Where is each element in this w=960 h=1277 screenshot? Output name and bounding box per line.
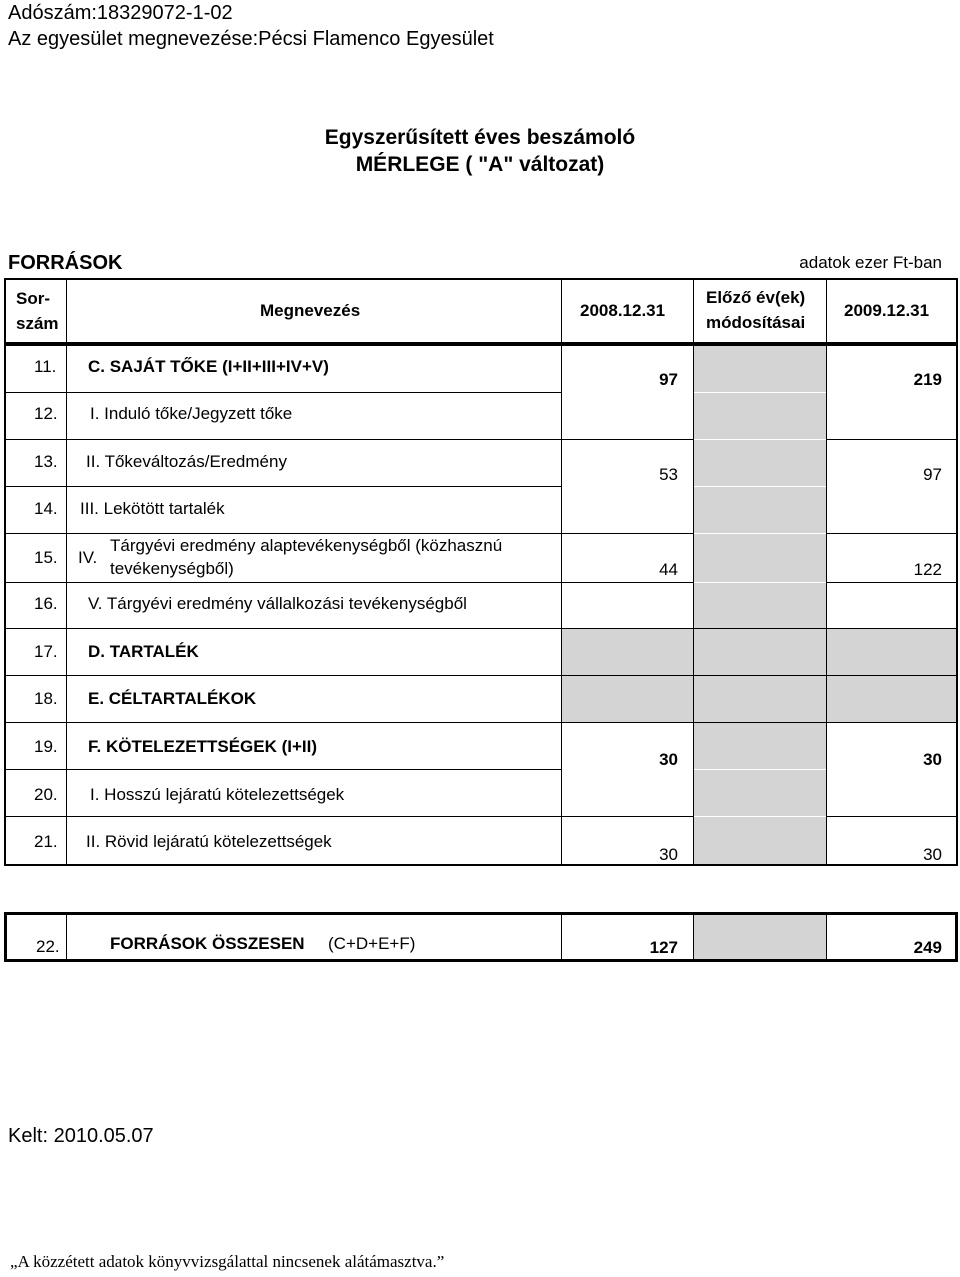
divider: [66, 912, 67, 962]
row-label: III. Lekötött tartalék: [80, 499, 225, 518]
row-value-curr: 30: [923, 750, 942, 769]
col-prev-year: 2008.12.31: [580, 301, 666, 320]
row-roman: IV.: [78, 548, 98, 567]
row-value-prev: 44: [659, 560, 678, 579]
row-line: [4, 533, 561, 534]
row-line: [4, 675, 958, 676]
row-value-prev: 53: [659, 465, 678, 484]
unit-note: adatok ezer Ft-ban: [799, 253, 942, 272]
association-name: Az egyesület megnevezése:Pécsi Flamenco Egyesület: [8, 28, 494, 50]
divider: [693, 344, 694, 866]
row-label: F. KÖTELEZETTSÉGEK (I+II): [88, 737, 318, 756]
row-number: 17.: [34, 642, 58, 661]
empty-value-cell: [562, 629, 693, 675]
total-label-suffix: (C+D+E+F): [328, 934, 416, 953]
row-value-curr: 30: [923, 845, 942, 864]
row-value-prev: 97: [659, 370, 678, 389]
col-sorszam-line2: szám: [16, 314, 59, 333]
mod-cell: [694, 346, 826, 392]
audit-note: „A közzétett adatok könyvvizsgálattal nincsenek alátámasztva.”: [10, 1252, 445, 1271]
empty-value-cell: [562, 676, 693, 722]
date-signed: Kelt: 2010.05.07: [8, 1125, 154, 1147]
row-number: 20.: [34, 785, 58, 804]
row-line: [562, 392, 958, 393]
col-mod-line1: Előző év(ek): [706, 288, 806, 307]
mod-cell: [694, 770, 826, 816]
row-line: [4, 722, 958, 723]
column-header-box: [4, 278, 958, 344]
row-line: [4, 392, 561, 393]
row-line: [562, 439, 693, 440]
row-line: [4, 628, 958, 629]
divider: [826, 344, 827, 866]
row-number: 12.: [34, 404, 58, 423]
row-label: V. Tárgyévi eredmény vállalkozási tevékenységből: [88, 594, 467, 613]
row-line: [4, 439, 561, 440]
mod-cell: [694, 583, 826, 628]
mod-cell: [694, 676, 826, 722]
row-value-prev: 30: [659, 845, 678, 864]
row-value-curr: 219: [913, 370, 942, 389]
row-label: II. Tőkeváltozás/Eredmény: [86, 452, 287, 471]
divider: [693, 278, 694, 344]
row-label: I. Induló tőke/Jegyzett tőke: [90, 404, 293, 423]
row-line: [562, 816, 693, 817]
col-name: Megnevezés: [260, 301, 361, 320]
empty-value-cell: [827, 676, 956, 722]
total-label: FORRÁSOK ÖSSZESEN: [110, 934, 305, 953]
row-line: [4, 486, 561, 487]
row-number: 19.: [34, 737, 58, 756]
row-number: 11.: [34, 357, 57, 376]
total-number: 22.: [36, 937, 60, 956]
mod-cell: [694, 915, 826, 959]
total-value-prev: 127: [649, 938, 678, 957]
mod-cell: [694, 817, 826, 864]
divider: [561, 278, 562, 344]
row-line: [4, 816, 561, 817]
mod-cell: [694, 723, 826, 769]
row-label-line1: Tárgyévi eredmény alaptevékenységből (közhasznú: [110, 536, 503, 555]
col-curr-year: 2009.12.31: [844, 301, 930, 320]
row-line: [827, 533, 958, 534]
mod-cell: [694, 534, 826, 582]
total-value-curr: 249: [913, 938, 942, 957]
row-value-curr: 97: [923, 465, 942, 484]
row-line: [4, 582, 561, 583]
row-value-prev: 30: [659, 750, 678, 769]
tax-number: Adószám:18329072-1-02: [8, 2, 233, 24]
row-line: [827, 582, 958, 583]
mod-cell: [694, 440, 826, 486]
empty-value-cell: [827, 629, 956, 675]
mod-cell: [694, 393, 826, 439]
row-label: I. Hosszú lejáratú kötelezettségek: [90, 785, 345, 804]
row-number: 16.: [34, 594, 58, 613]
divider: [561, 344, 562, 866]
row-line: [4, 769, 561, 770]
row-number: 13.: [34, 452, 58, 471]
row-label: E. CÉLTARTALÉKOK: [88, 689, 257, 708]
divider: [826, 912, 827, 962]
divider: [826, 278, 827, 344]
divider: [66, 278, 67, 344]
row-label-line2: tevékenységből): [110, 559, 234, 578]
row-line: [562, 533, 693, 534]
report-subtitle: MÉRLEGE ( "A" változat): [355, 153, 605, 176]
col-sorszam-line1: Sor-: [16, 289, 50, 308]
report-title: Egyszerűsített éves beszámoló: [324, 126, 636, 149]
mod-cell: [694, 629, 826, 675]
mod-cell: [694, 487, 826, 533]
row-number: 21.: [34, 832, 58, 851]
row-line: [827, 439, 958, 440]
divider: [561, 912, 562, 962]
divider: [66, 344, 67, 866]
section-title: FORRÁSOK: [8, 252, 123, 274]
row-number: 15.: [34, 548, 58, 567]
row-value-curr: 122: [913, 560, 942, 579]
row-number: 18.: [34, 689, 58, 708]
row-label: C. SAJÁT TŐKE (I+II+III+IV+V): [88, 357, 329, 376]
row-label: D. TARTALÉK: [88, 642, 199, 661]
col-mod-line2: módosításai: [706, 313, 806, 332]
row-line: [562, 582, 693, 583]
row-number: 14.: [34, 499, 58, 518]
row-line: [827, 816, 958, 817]
row-label: II. Rövid lejáratú kötelezettségek: [86, 832, 332, 851]
